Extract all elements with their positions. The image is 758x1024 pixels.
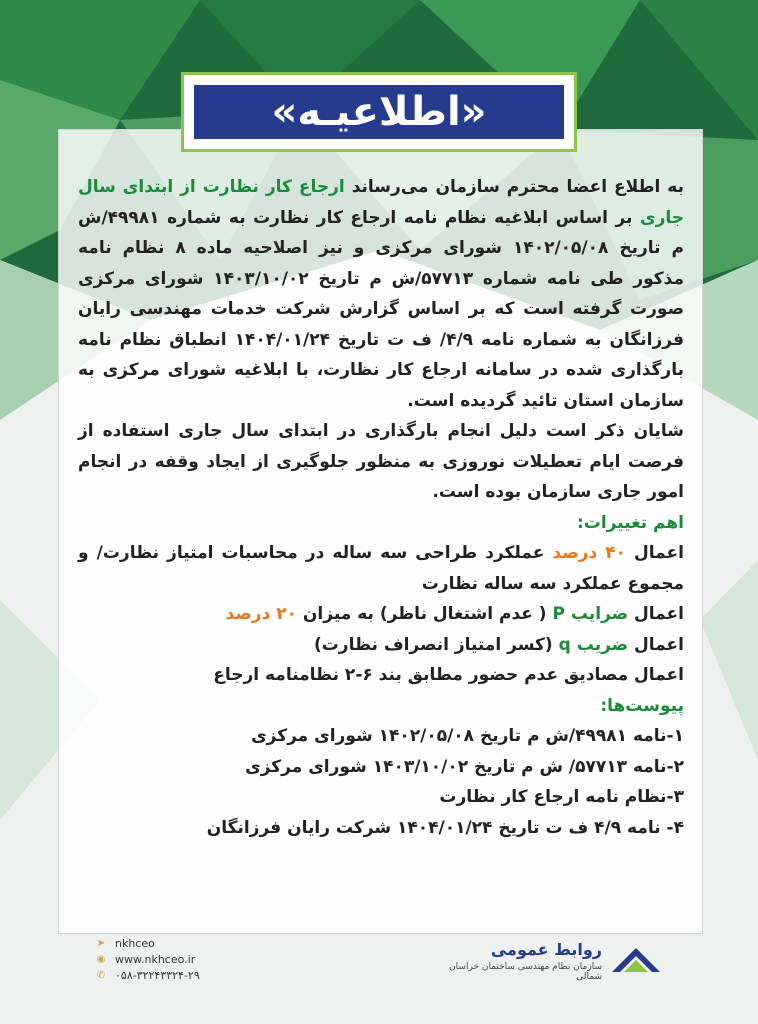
change-item: اعمال ۴۰ درصد عملکرد طراحی سه ساله در محاسبات امتیاز نظارت/ و مجموع عملکرد سه ساله نظارت [78,543,684,594]
change-item: اعمال ضریب q (کسر امتیاز انصراف نظارت) [313,634,684,655]
telegram-handle[interactable]: nkhceo [115,937,155,950]
attachment-item: ۲-نامه ۵۷۷۱۳/ ش م تاریخ ۱۴۰۳/۱۰/۰۲ شورای مرکزی [245,756,684,777]
announcement-body [78,172,684,843]
logo-title: روابط عمومی [490,940,602,959]
org-logo [442,940,662,980]
paragraph-2: شایان ذکر است دلیل انجام بارگذاری در ابتدای سال جاری استفاده از فرصت ایام تعطیلات نوروزی به منظور جلوگیری از ایجاد وقفه در انجام امور جاری سازمان بوده است. [78,421,684,502]
logo-mark-icon [610,942,662,976]
telegram-icon: ➤ [96,938,106,949]
phone-icon: ✆ [96,970,106,981]
globe-icon: ◉ [96,954,106,965]
phone-number: ۰۵۸-۳۲۲۴۳۳۲۴-۲۹ [115,969,200,982]
change-item: اعمال ضرایب P ( عدم اشتغال ناظر) به میزان ۲۰ درصد [225,604,684,624]
attachment-item: ۴- نامه ۴/۹ ف ت تاریخ ۱۴۰۴/۰۱/۲۴ شرکت رایان فرزانگان [206,817,684,838]
attachment-item: ۳-نظام نامه ارجاع کار نظارت [439,787,684,807]
paragraph-1: به اطلاع اعضا محترم سازمان می‌رساند ارجاع کار نظارت از ابتدای سال جاری بر اساس ابلاغیه نظام نامه ارجاع کار نظارت به شماره ۴۹۹۸۱/ش م تاریخ ۱۴۰۲/۰۵/۰۸ شورای مرکزی و نیز اصلاحیه ماده ۸ نظام نامه مذکور طی نامه شماره ۵۷۷۱۳/ش م تاریخ ۱۴۰۳/۱۰/۰۲ شورای مرکزی صورت گرفته است که بر اساس گزارش شرکت خدمات مهندسی رایان فرزانگان به شماره نامه ۴/۹/ ف ت تاریخ ۱۴۰۴/۰۱/۲۴ انطباق نظام نامه بارگذاری شده در سامانه ارجاع کار نظارت، با ابلاغیه شورای مرکزی به سازمان استان تائید گردیده است. [78,177,685,411]
logo-subtitle: سازمان نظام مهندسی ساختمان خراسان شمالی [449,962,602,982]
contact-info [95,936,200,984]
title-box [181,72,577,152]
highlight-text: ارجاع کار نظارت از ابتدای سال جاری [78,177,684,228]
attachment-item: ۱-نامه ۴۹۹۸۱/ش م تاریخ ۱۴۰۲/۰۵/۰۸ شورای مرکزی [251,726,684,746]
website-link[interactable]: www.nkhceo.ir [115,953,196,966]
change-item: اعمال مصادیق عدم حضور مطابق بند ۶-۲ نظامنامه ارجاع [213,665,684,685]
attachments-heading: پیوست‌ها: [600,695,684,716]
page-title: «اطلاعیـه» [194,85,564,139]
changes-heading: اهم تغییرات: [576,512,684,533]
